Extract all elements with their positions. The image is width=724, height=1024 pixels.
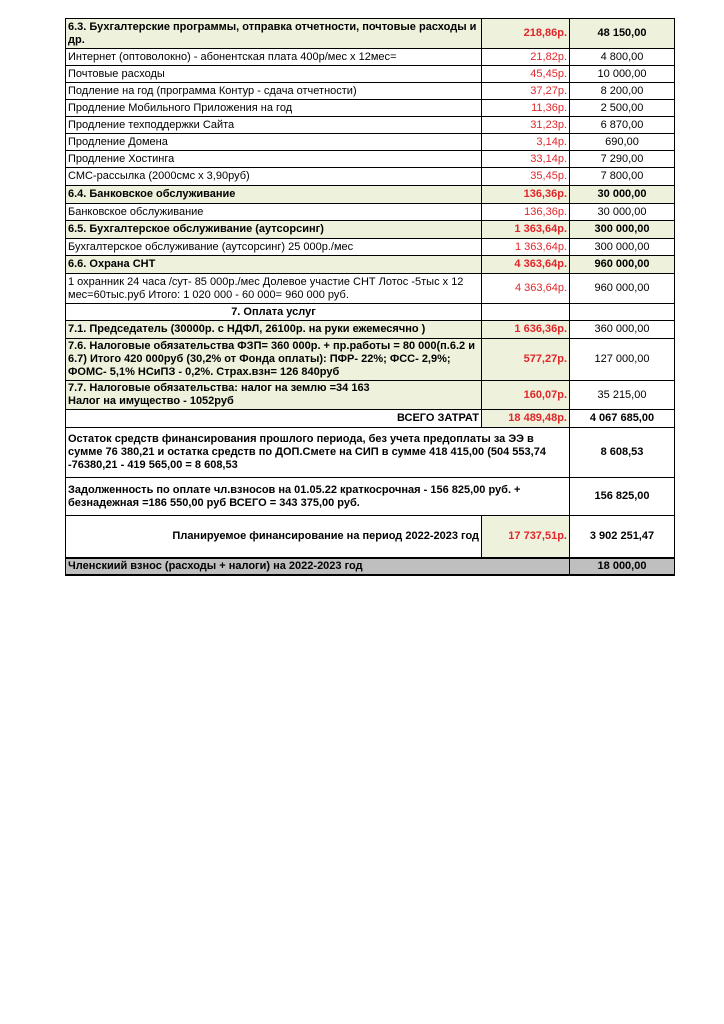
row-per-share: 4 363,64р.	[482, 256, 570, 274]
table-row	[66, 304, 675, 321]
row-label: 1 охранник 24 часа /сут- 85 000р./мес Долевое участие СНТ Лотос -5тыс х 12 мес=60тыс.руб Итого: 1 020 000 - 60 000= 960 000 руб.	[66, 274, 482, 304]
row-amount: 30 000,00	[570, 186, 675, 204]
table-row	[66, 204, 675, 221]
table-row	[66, 339, 675, 381]
row-amount: 48 150,00	[570, 19, 675, 49]
row-label: 6.6. Охрана СНТ	[66, 256, 482, 274]
row-amount: 7 290,00	[570, 151, 675, 168]
table-row	[66, 151, 675, 168]
table-row	[66, 49, 675, 66]
row-per-share: 35,45р.	[482, 168, 570, 186]
row-label: Членскиий взнос (расходы + налоги) на 2022-2023 год	[66, 558, 570, 575]
row-amount: 300 000,00	[570, 221, 675, 239]
row-amount: 35 215,00	[570, 381, 675, 410]
row-amount: 360 000,00	[570, 321, 675, 339]
row-amount: 960 000,00	[570, 274, 675, 304]
row-per-share: 31,23р.	[482, 117, 570, 134]
row-per-share: 21,82р.	[482, 49, 570, 66]
row-label: 6.4. Банковское обслуживание	[66, 186, 482, 204]
row-per-share: 3,14р.	[482, 134, 570, 151]
table-row	[66, 256, 675, 274]
row-label: Продление Мобильного Приложения на год	[66, 100, 482, 117]
row-label: 6.5. Бухгалтерское обслуживание (аутсорсинг)	[66, 221, 482, 239]
table-row	[66, 558, 675, 575]
table-row	[66, 168, 675, 186]
table-row	[66, 134, 675, 151]
row-amount: 30 000,00	[570, 204, 675, 221]
row-label: Банковское обслуживание	[66, 204, 482, 221]
table-row	[66, 381, 675, 410]
total-per-share: 18 489,48р.	[482, 410, 570, 428]
row-label-line: 7.7. Налоговые обязательства: налог на землю =34 163	[68, 382, 370, 394]
row-label: Продление Домена	[66, 134, 482, 151]
row-per-share: 37,27р.	[482, 83, 570, 100]
table-row	[66, 274, 675, 304]
row-label-line: Налог на имущество - 1052руб	[68, 395, 234, 407]
table-row	[66, 83, 675, 100]
row-amount: 127 000,00	[570, 339, 675, 381]
total-label: ВСЕГО ЗАТРАТ	[66, 410, 482, 428]
row-label: 7.1. Председатель (30000р. с НДФЛ, 26100р. на руки ежемесячно )	[66, 321, 482, 339]
row-per-share: 17 737,51р.	[482, 516, 570, 558]
table-row	[66, 19, 675, 49]
table-row	[66, 221, 675, 239]
row-per-share: 577,27р.	[482, 339, 570, 381]
row-per-share: 45,45р.	[482, 66, 570, 83]
row-per-share: 136,36р.	[482, 186, 570, 204]
row-amount: 8 608,53	[570, 428, 675, 478]
table-row	[66, 410, 675, 428]
row-amount: 18 000,00	[570, 558, 675, 575]
row-per-share: 4 363,64р.	[482, 274, 570, 304]
table-row	[66, 239, 675, 256]
row-label: 7.6. Налоговые обязательства ФЗП= 360 000р. + пр.работы = 80 000(п.6.2 и 6.7) Итого 420 000руб (30,2% от Фонда оплаты): ПФР- 22%; ФСС- 2,9%; ФОМС- 5,1% НСиПЗ - 0,2%. Страх.взн= 126 840руб	[66, 339, 482, 381]
table-row	[66, 186, 675, 204]
row-label	[66, 381, 482, 410]
row-amount: 6 870,00	[570, 117, 675, 134]
row-amount: 690,00	[570, 134, 675, 151]
row-per-share: 1 363,64р.	[482, 221, 570, 239]
table-row	[66, 321, 675, 339]
row-label: Задолженность по оплате чл.взносов на 01.05.22 краткосрочная - 156 825,00 руб. + безнадежная =186 550,00 руб ВСЕГО = 343 375,00 руб.	[66, 478, 570, 516]
table-row	[66, 516, 675, 558]
total-amount: 4 067 685,00	[570, 410, 675, 428]
table-row	[66, 117, 675, 134]
row-label: Планируемое финансирование на период 2022-2023 год	[66, 516, 482, 558]
section-heading: 7. Оплата услуг	[66, 304, 482, 321]
row-per-share: 33,14р.	[482, 151, 570, 168]
row-label: Интернет (оптоволокно) - абонентская плата 400р/мес х 12мес=	[66, 49, 482, 66]
row-label: Почтовые расходы	[66, 66, 482, 83]
row-label: Бухгалтерское обслуживание (аутсорсинг) 25 000р./мес	[66, 239, 482, 256]
table-row	[66, 428, 675, 478]
empty-cell	[482, 304, 570, 321]
row-label: Остаток средств финансирования прошлого периода, без учета предоплаты за ЭЭ в сумме 76 380,21 и остатка средств по ДОП.Смете на СИП в сумме 418 415,00 (504 553,74 -76380,21 - 419 565,00 = 8 608,53	[66, 428, 570, 478]
row-amount: 156 825,00	[570, 478, 675, 516]
row-per-share: 1 636,36р.	[482, 321, 570, 339]
row-amount: 300 000,00	[570, 239, 675, 256]
row-label: Продление техподдержки Сайта	[66, 117, 482, 134]
table-row	[66, 478, 675, 516]
row-amount: 4 800,00	[570, 49, 675, 66]
row-label: СМС-рассылка (2000смс х 3,90руб)	[66, 168, 482, 186]
budget-table	[65, 18, 675, 576]
row-amount: 3 902 251,47	[570, 516, 675, 558]
table-row	[66, 66, 675, 83]
row-label: 6.3. Бухгалтерские программы, отправка отчетности, почтовые расходы и др.	[66, 19, 482, 49]
table-row	[66, 100, 675, 117]
row-amount: 7 800,00	[570, 168, 675, 186]
empty-cell	[570, 304, 675, 321]
row-label: Продление Хостинга	[66, 151, 482, 168]
row-amount: 960 000,00	[570, 256, 675, 274]
row-per-share: 218,86р.	[482, 19, 570, 49]
row-label: Подление на год (программа Контур - сдача отчетности)	[66, 83, 482, 100]
row-per-share: 160,07р.	[482, 381, 570, 410]
row-amount: 8 200,00	[570, 83, 675, 100]
row-per-share: 1 363,64р.	[482, 239, 570, 256]
row-amount: 10 000,00	[570, 66, 675, 83]
row-per-share: 11,36р.	[482, 100, 570, 117]
row-amount: 2 500,00	[570, 100, 675, 117]
row-per-share: 136,36р.	[482, 204, 570, 221]
